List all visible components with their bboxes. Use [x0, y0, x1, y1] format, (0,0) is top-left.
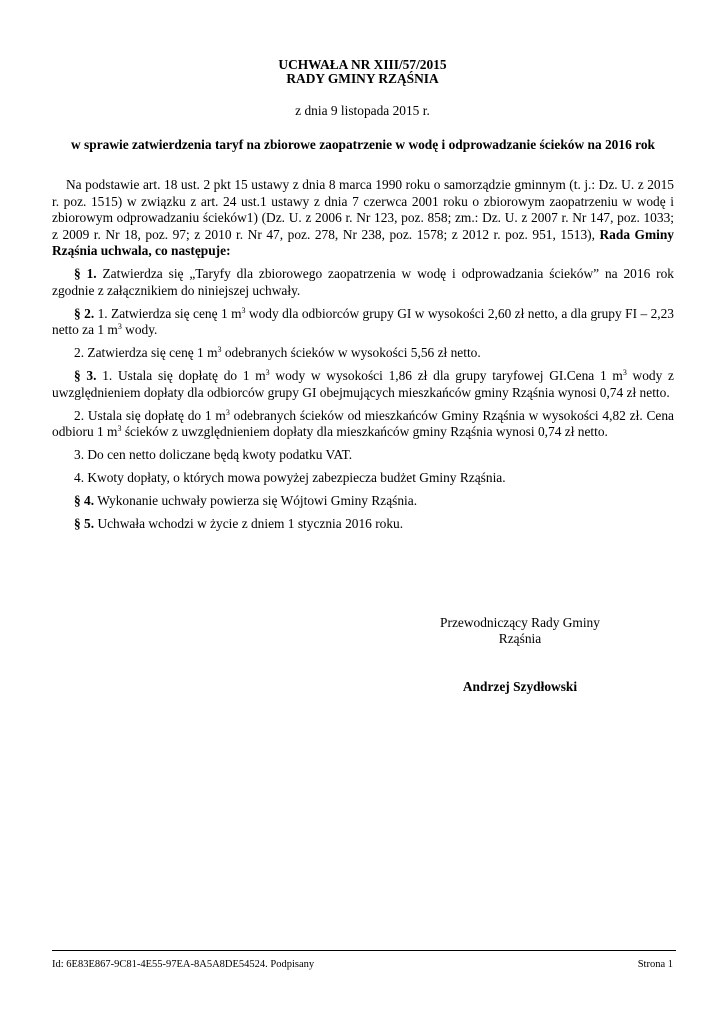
section-3-point-3: 3. Do cen netto doliczane będą kwoty podatku VAT.: [74, 447, 353, 462]
section-3-point-4: 4. Kwoty dopłaty, o których mowa powyżej zabezpiecza budżet Gminy Rząśnia.: [74, 470, 506, 485]
section-3-point-2: 2. Ustala się dopłatę do 1 $m^3$ odebranych ścieków od mieszkańców Gminy Rząśnia w wysokości 4,82 zł. Cena odbioru 1 $m^3$ ścieków z uwzględnieniem dopłaty dla mieszkańców gminy Rząśnia wynosi 0,74 zł netto.: [52, 407, 674, 439]
signatory-name: Andrzej Szydłowski: [462, 679, 578, 694]
section-2-point-2: 2. Zatwierdza się cenę 1 $m^3$ odebranych ścieków w wysokości 5,56 zł netto.: [74, 345, 481, 360]
council-name: RADY GMINY RZĄŚNIA: [286, 71, 439, 86]
resolution-body: [52, 177, 674, 539]
resolution-title: UCHWAŁA NR XIII/57/2015: [278, 57, 447, 72]
section-mark: § 2.: [74, 305, 95, 321]
section-mark: § 4.: [74, 493, 95, 508]
footer-divider: [52, 950, 676, 951]
section-4: § 4. Wykonanie uchwały powierza się Wójtowi Gminy Rząśnia.: [74, 493, 418, 508]
preamble-bold: Rada Gminy Rząśnia uchwala, co następuje:: [52, 226, 674, 258]
page-number: Strona 1: [637, 959, 673, 970]
resolution-date: z dnia 9 listopada 2015 r.: [295, 103, 430, 118]
section-mark: § 1.: [74, 266, 97, 281]
signature-role: Przewodniczący Rady Gminy: [440, 615, 600, 630]
section-2-point-1: § 2. 1. Zatwierdza się cenę 1 $m^3$ wody dla odbiorców grupy GI w wysokości 2,60 zł netto, a dla grupy FI – 2,23 netto za 1 $m^3$ wody.: [52, 305, 675, 337]
resolution-subject: w sprawie zatwierdzenia taryf na zbiorowe zaopatrzenie w wodę i odprowadzanie ścieków na 2016 rok: [71, 137, 655, 152]
preamble: Na podstawie art. 18 ust. 2 pkt 15 ustawy z dnia 8 marca 1990 roku o samorządzie gminnym (t. j.: Dz. U. z 2015 r. poz. 1515) w związku z art. 24 ust.1 ustawy z dnia 7 czerwca 2001 roku o zbiorowym zaopatrzeniu w wodę i zbiorowym odprowadzaniu ścieków1) (Dz. U. z 2006 r. Nr 123, poz. 858; zm.: Dz. U. z 2007 r. Nr 147, poz. 1033; z 2009 r. Nr 18, poz. 97; z 2010 r. Nr 47, poz. 278, Nr 238, poz. 1578; z 2012 r. poz. 951, 1513), Rada Gminy Rząśnia uchwala, co następuje:: [52, 177, 674, 258]
document-id: Id: 6E83E867-9C81-4E55-97EA-8A5A8DE54524. Podpisany: [52, 959, 315, 970]
section-mark: § 5.: [74, 516, 95, 531]
section-5: § 5. Uchwała wchodzi w życie z dniem 1 stycznia 2016 roku.: [74, 516, 404, 531]
section-1: § 1. Zatwierdza się „Taryfy dla zbiorowego zaopatrzenia w wodę i odprowadzania ścieków” na 2016 rok zgodnie z załącznikiem do niniejszej uchwały.: [52, 266, 674, 298]
section-3-point-1: § 3. 1. Ustala się dopłatę do 1 $m^3$ wody w wysokości 1,86 zł dla grupy taryfowej GI.Cena 1 $m^3$ wody z uwzględnieniem dopłaty dla odbiorców grupy GI obejmujących mieszkańców gminy Rząśnia wynosi 0,74 zł netto.: [52, 368, 674, 400]
signature-role-municipality: Rząśnia: [498, 631, 542, 646]
section-mark: § 3.: [74, 368, 97, 383]
